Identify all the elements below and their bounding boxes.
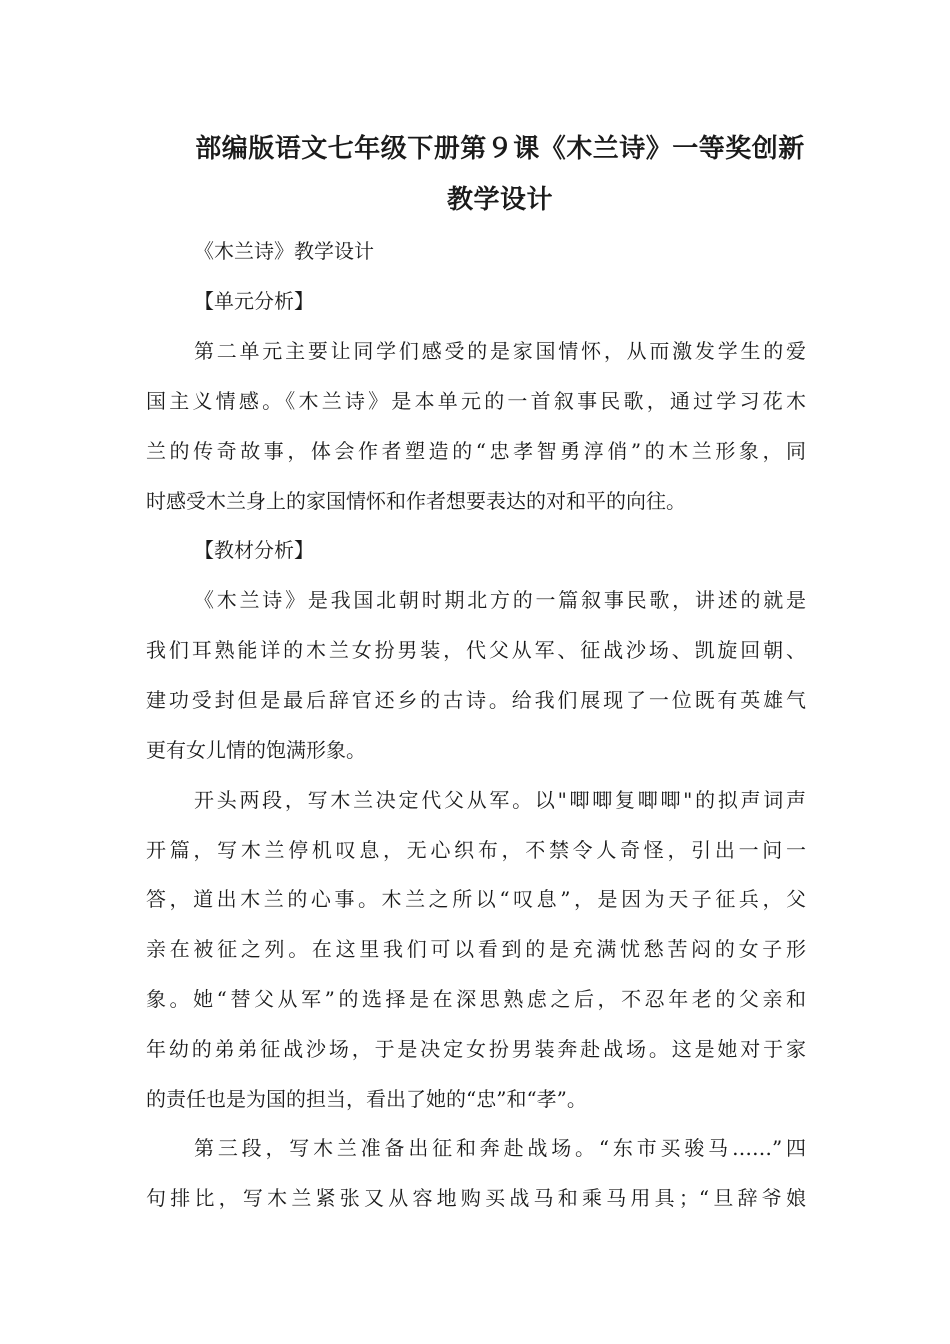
paragraph-line: 答，道出木兰的心事。木兰之所以“叹息”，是因为天子征兵，父	[146, 887, 806, 911]
paragraph-line: 亲在被征之列。在这里我们可以看到的是充满忧愁苦闷的女子形	[146, 937, 806, 961]
paragraph-line: 建功受封但是最后辞官还乡的古诗。给我们展现了一位既有英雄气	[146, 688, 806, 712]
section-heading-textbook-analysis: 【教材分析】	[194, 538, 314, 562]
paragraph-line: 句排比，写木兰紧张又从容地购买战马和乘马用具；“旦辞爷娘	[146, 1186, 806, 1210]
paragraph-line: 兰的传奇故事，体会作者塑造的“忠孝智勇淳俏”的木兰形象，同	[146, 439, 806, 463]
paragraph-line: 国主义情感。《木兰诗》是本单元的一首叙事民歌，通过学习花木	[146, 389, 806, 413]
paragraph-line: 时感受木兰身上的家国情怀和作者想要表达的对和平的向往。	[146, 489, 686, 513]
document-title-line1: 部编版语文七年级下册第９课《木兰诗》一等奖创新	[195, 134, 805, 164]
paragraph-line: 第三段，写木兰准备出征和奔赴战场。“东市买骏马……”四	[194, 1136, 806, 1160]
section-heading-unit-analysis: 【单元分析】	[194, 289, 314, 313]
paragraph-line: 开篇，写木兰停机叹息，无心织布，不禁令人奇怪，引出一问一	[146, 838, 806, 862]
paragraph-line: 第二单元主要让同学们感受的是家国情怀，从而激发学生的爱	[194, 339, 806, 363]
paragraph-line: 象。她“替父从军”的选择是在深思熟虑之后，不忍年老的父亲和	[146, 987, 806, 1011]
paragraph-line: 我们耳熟能详的木兰女扮男装，代父从军、征战沙场、凯旋回朝、	[146, 638, 806, 662]
paragraph-line: 年幼的弟弟征战沙场，于是决定女扮男装奔赴战场。这是她对于家	[146, 1037, 806, 1061]
document-title-line2: 教学设计	[446, 185, 553, 215]
document-subtitle: 《木兰诗》教学设计	[194, 239, 374, 263]
paragraph-line: 的责任也是为国的担当，看出了她的“忠”和“孝”。	[146, 1087, 587, 1111]
paragraph-line: 更有女儿情的饱满形象。	[146, 738, 366, 762]
paragraph-line: 开头两段，写木兰决定代父从军。以"唧唧复唧唧"的拟声词声	[194, 788, 806, 812]
paragraph-line: 《木兰诗》是我国北朝时期北方的一篇叙事民歌，讲述的就是	[194, 588, 806, 612]
